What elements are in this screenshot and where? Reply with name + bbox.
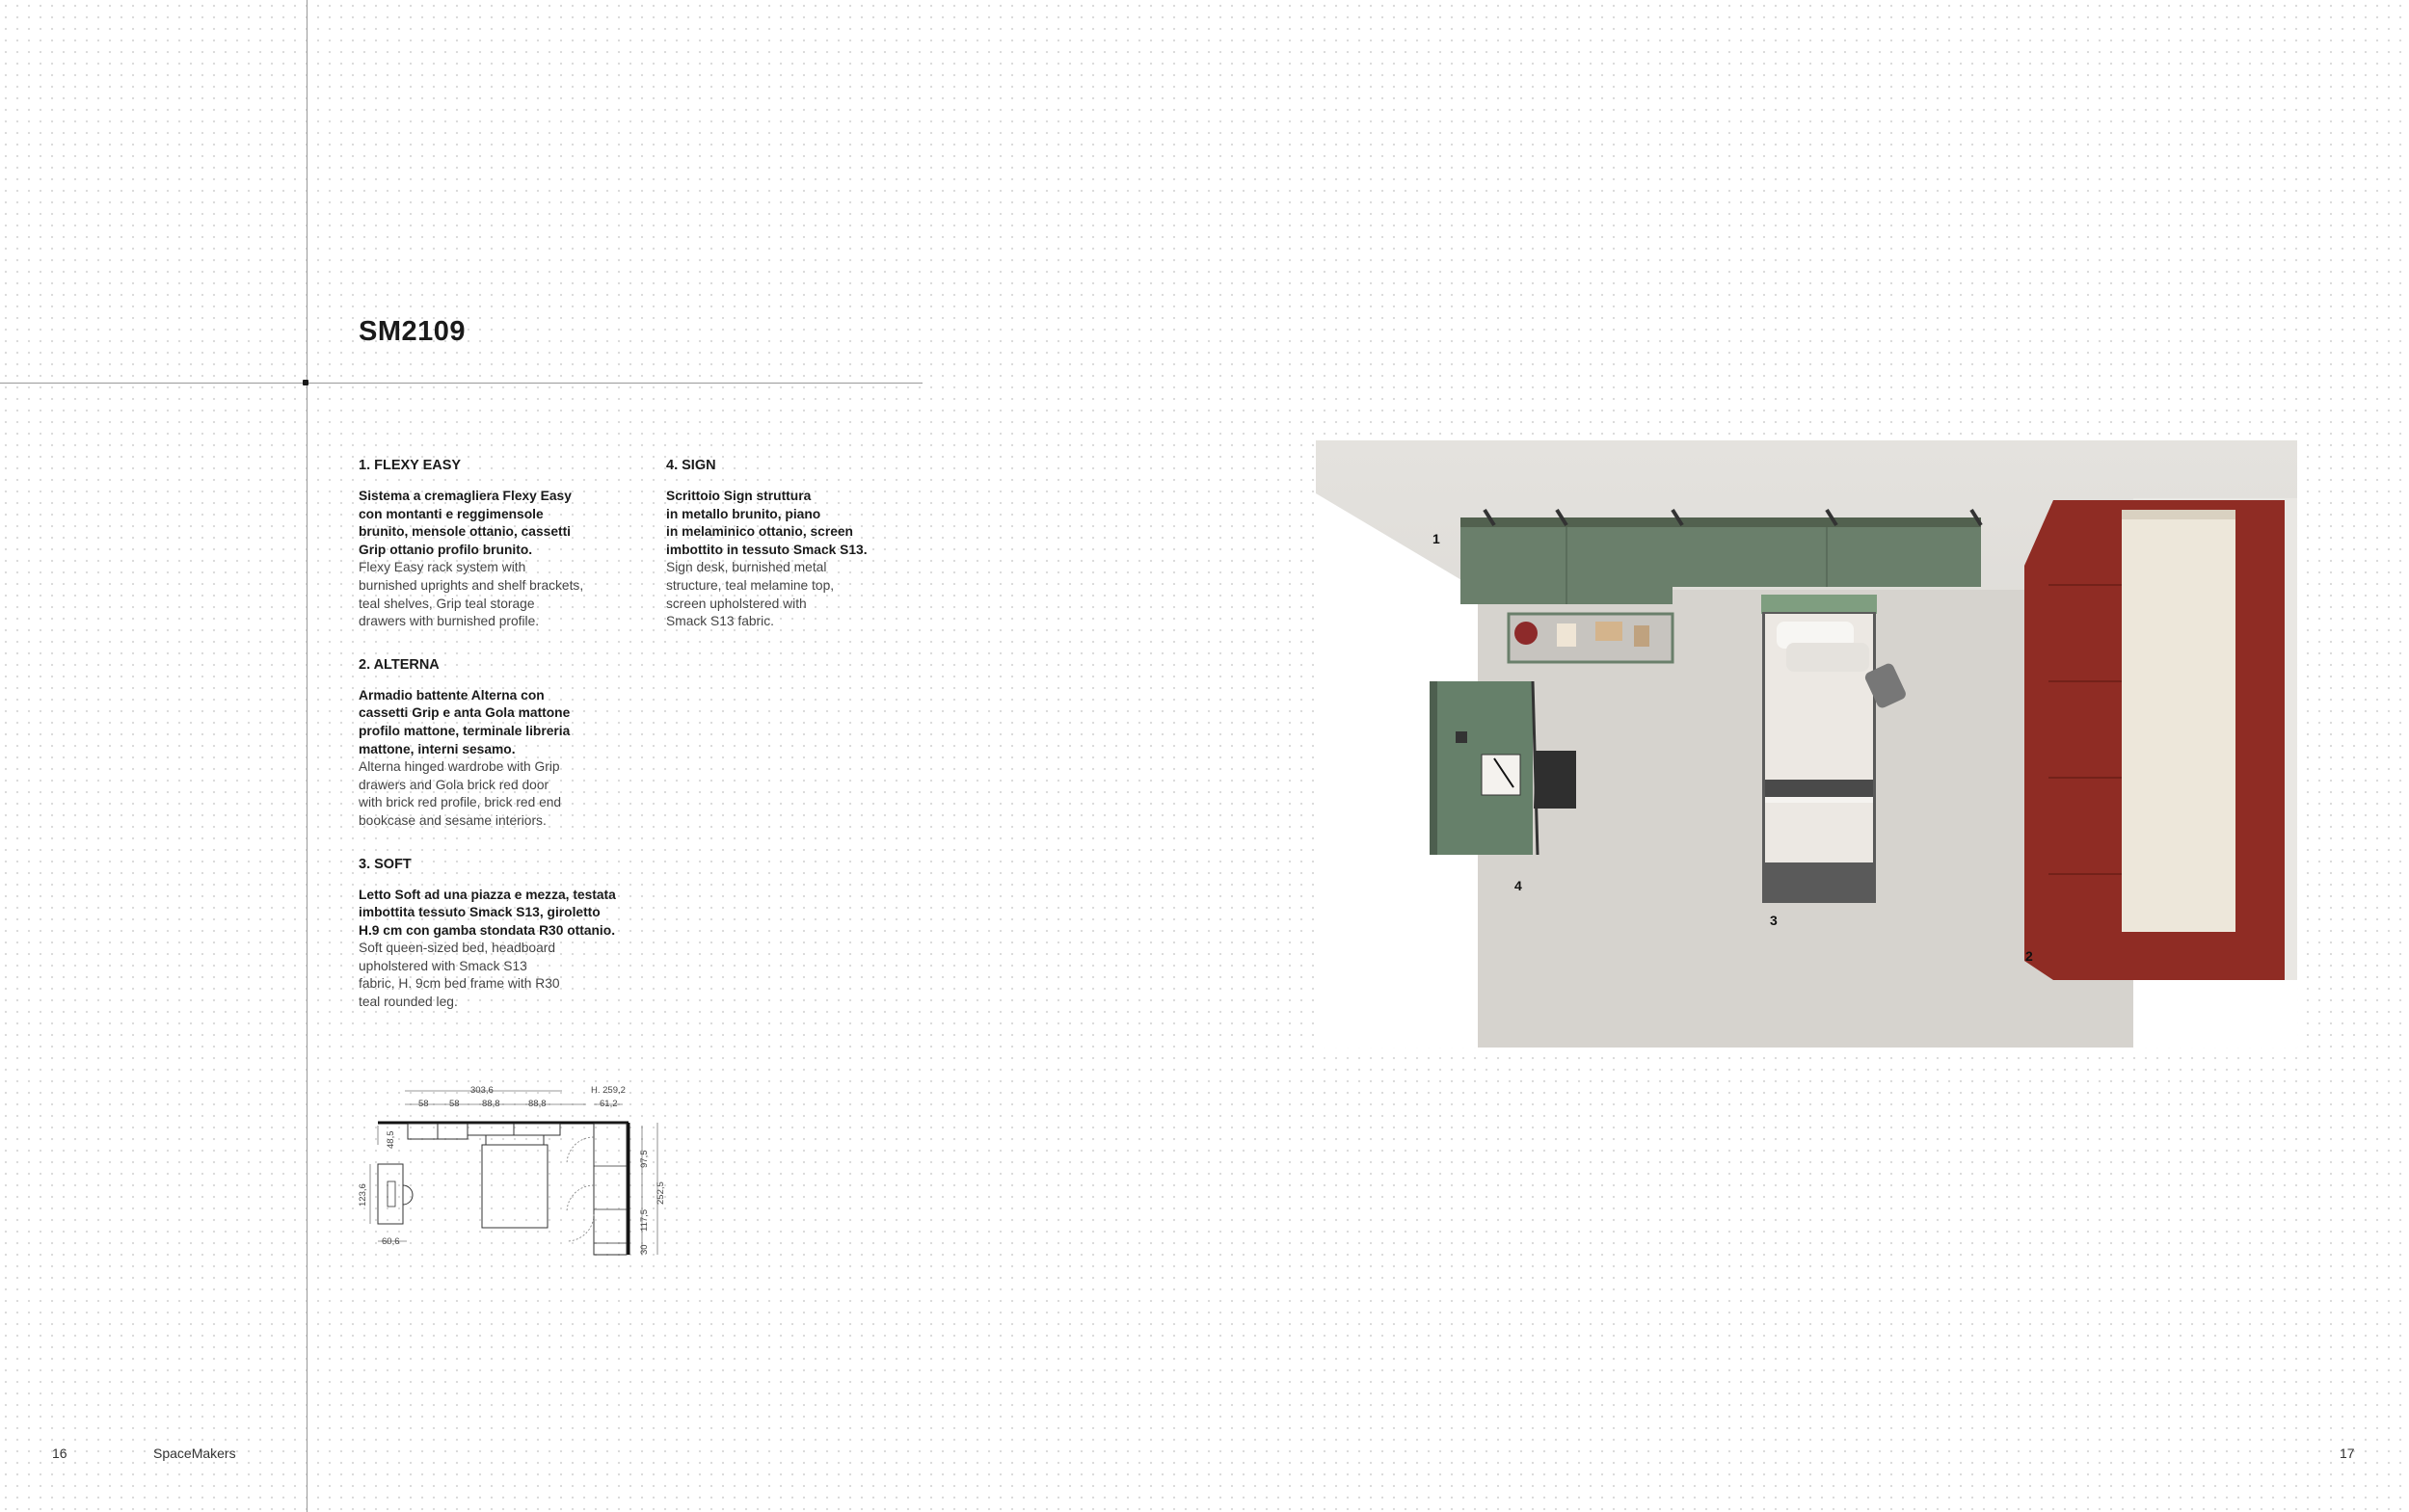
page-number-left: 16 <box>52 1446 67 1461</box>
section-italian-text: Sistema a cremagliera Flexy Easy con montanti e reggimensole brunito, mensole ottanio, cassetti Grip ottanio profilo brunito. <box>359 489 572 557</box>
section-flexy-easy <box>359 457 648 631</box>
section-heading: 3. SOFT <box>359 856 412 872</box>
floor-plan-drawing <box>355 1079 673 1262</box>
dim-61: 61,2 <box>600 1099 618 1109</box>
section-heading: 1. FLEXY EASY <box>359 458 462 473</box>
dim-48: 48,5 <box>386 1130 396 1149</box>
section-heading: 4. SIGN <box>666 458 716 473</box>
alterna-wardrobe <box>2024 500 2285 980</box>
room-top-view-render <box>1316 440 2297 1048</box>
dim-252: 252,5 <box>656 1181 666 1205</box>
section-italian-text: Armadio battente Alterna con cassetti Grip e anta Gola mattone profilo mattone, terminale libreria mattone, interni sesamo. <box>359 687 571 756</box>
section-heading: 2. ALTERNA <box>359 656 440 673</box>
description-column-left <box>359 457 648 1037</box>
section-italian-text: Scrittoio Sign struttura in metallo brunito, piano in melaminico ottanio, screen imbottito in tessuto Smack S13. <box>666 489 868 557</box>
dim-30: 30 <box>639 1244 650 1255</box>
section-sign <box>666 457 955 631</box>
room-label-3: 3 <box>1770 913 1778 928</box>
room-label-1: 1 <box>1432 531 1440 546</box>
brand-name: SpaceMakers <box>153 1446 236 1461</box>
section-english-text: Soft queen-sized bed, headboard upholstered with Smack S13 fabric, H. 9cm bed frame with R30 teal rounded leg. <box>359 941 560 1010</box>
section-soft <box>359 856 648 1012</box>
dim-123: 123,6 <box>358 1183 368 1207</box>
dim-88-a: 88,8 <box>482 1099 500 1109</box>
divider-marker <box>303 380 308 385</box>
section-english-text: Sign desk, burnished metal structure, teal melamine top, screen upholstered with Smack S13 fabric. <box>666 560 835 629</box>
dim-total: 303,6 <box>470 1085 494 1096</box>
vertical-divider <box>307 0 308 1512</box>
dim-117: 117,5 <box>639 1208 650 1232</box>
dim-58-a: 58 <box>418 1099 429 1109</box>
dim-height: H. 259,2 <box>591 1085 626 1096</box>
page-number-right: 17 <box>2340 1446 2355 1461</box>
section-italian-text: Letto Soft ad una piazza e mezza, testata imbottita tessuto Smack S13, giroletto H.9 cm con gamba stondata R30 ottanio. <box>359 887 616 938</box>
dim-60: 60,6 <box>382 1236 400 1247</box>
dim-58-b: 58 <box>449 1099 460 1109</box>
section-alterna <box>359 656 648 831</box>
dim-88-b: 88,8 <box>528 1099 547 1109</box>
room-label-4: 4 <box>1514 878 1522 893</box>
dim-97: 97,5 <box>639 1150 650 1168</box>
page-title: SM2109 <box>359 316 467 347</box>
section-english-text: Alterna hinged wardrobe with Grip drawers and Gola brick red door with brick red profile, brick red end bookcase and sesame interiors. <box>359 759 562 828</box>
horizontal-divider <box>0 383 923 384</box>
description-column-right <box>666 457 955 656</box>
room-label-2: 2 <box>2025 948 2033 964</box>
section-english-text: Flexy Easy rack system with burnished uprights and shelf brackets, teal shelves, Grip teal storage drawers with burnished profile. <box>359 560 584 629</box>
